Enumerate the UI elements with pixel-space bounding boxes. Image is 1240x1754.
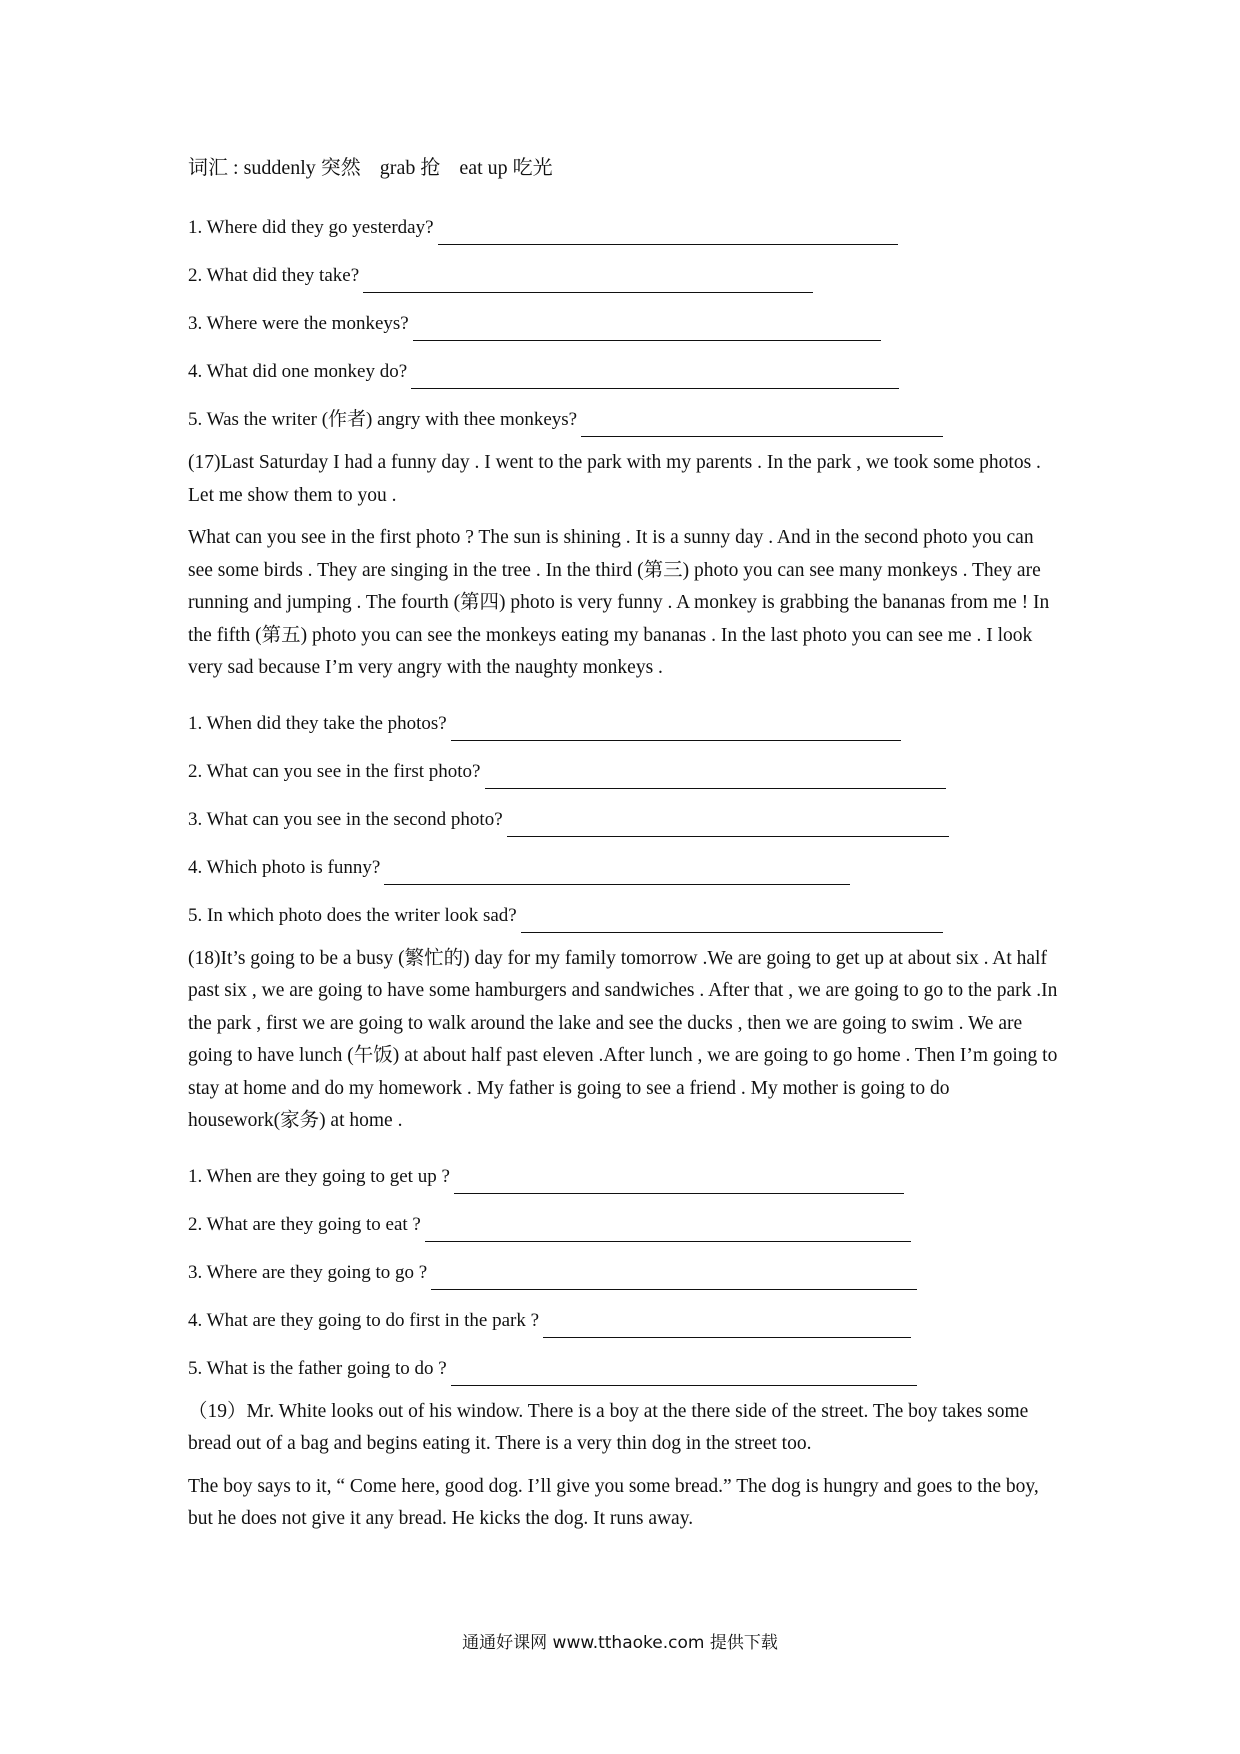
answer-line[interactable] — [543, 1307, 911, 1338]
question-text: 2. What are they going to eat ? — [188, 1213, 421, 1235]
download-footer: 通通好课网 www.tthaoke.com 提供下载 — [462, 1633, 778, 1653]
answer-line[interactable] — [384, 854, 850, 885]
vocab-item: suddenly 突然 — [243, 157, 361, 179]
question-text: 4. Which photo is funny? — [188, 856, 381, 878]
question-text: 4. What are they going to do first in the park ? — [188, 1309, 540, 1331]
vocab-item: grab 抢 — [379, 157, 441, 179]
question-row — [188, 389, 1058, 437]
answer-line-extension — [901, 410, 943, 437]
answer-line[interactable] — [411, 358, 899, 389]
question-row — [188, 885, 1058, 933]
answer-line[interactable] — [431, 1259, 917, 1290]
answer-line[interactable] — [454, 1163, 904, 1194]
answer-line[interactable] — [451, 1355, 917, 1386]
answer-line[interactable] — [363, 262, 813, 293]
question-row — [188, 741, 1058, 789]
worksheet-page — [188, 148, 1058, 1544]
question-text: 1. When are they going to get up ? — [188, 1165, 450, 1187]
question-text: 5. What is the father going to do ? — [188, 1357, 447, 1379]
question-row — [188, 693, 1058, 741]
passage-19-part2: The boy says to it, “ Come here, good dog. I’ll give you some bread.” The dog is hungry and goes to the boy, but he does not give it any bread. He kicks the dog. It runs away. — [188, 1475, 1039, 1529]
question-text: 3. What can you see in the second photo? — [188, 808, 503, 830]
question-row — [188, 1242, 1058, 1290]
passage-18: (18)It’s going to be a busy (繁忙的) day for my family tomorrow .We are going to get up at about six . At half past six , we are going to have some hamburgers and sandwiches . After that , we are going to go to the park .In the park , first we are going to walk around the lake and see the ducks , then we are going to swim . We are going to have lunch (午饭) at about half past eleven .After lunch , we are going to go home . Then I’m going to stay at home and do my homework . My father is going to see a friend . My mother is going to do housework(家务) at home . — [188, 947, 1058, 1131]
answer-line[interactable] — [581, 406, 901, 437]
question-text: 1. Where did they go yesterday? — [188, 217, 434, 238]
passage-17-body: What can you see in the first photo ? The sun is shining . It is a sunny day . And in the second photo you can see some birds . They are singing in the tree . In the third (第三) photo you can see many monkeys . They are running and jumping . The fourth (第四) photo is very funny . A monkey is grabbing the bananas from me ! In the fifth (第五) photo you can see the monkeys eating my bananas . In the last photo you can see me . I look very sad because I’m very angry with the naughty monkeys . — [188, 527, 1050, 678]
vocab-item: eat up 吃光 — [459, 157, 553, 179]
answer-line[interactable] — [485, 758, 891, 789]
question-row — [188, 1194, 1058, 1242]
question-row — [188, 789, 1058, 837]
question-text: 3. Where are they going to go ? — [188, 1261, 428, 1283]
question-text: 4. What did one monkey do? — [188, 361, 408, 382]
answer-line[interactable] — [507, 806, 897, 837]
vocabulary-line — [188, 148, 1058, 188]
answer-line[interactable] — [438, 214, 898, 245]
question-row — [188, 837, 1058, 885]
question-row — [188, 1338, 1058, 1386]
vocab-label: 词汇 : — [188, 157, 239, 179]
question-text: 2. What did they take? — [188, 265, 360, 286]
answer-line-extension — [897, 810, 949, 837]
question-row — [188, 197, 1058, 245]
answer-line-extension — [903, 906, 943, 933]
answer-line[interactable] — [425, 1211, 911, 1242]
answer-line-extension — [891, 762, 946, 789]
question-text: 5. Was the writer (作者) angry with thee monkeys? — [188, 409, 578, 430]
answer-line[interactable] — [521, 902, 903, 933]
question-row — [188, 341, 1058, 389]
question-text: 5. In which photo does the writer look sad? — [188, 904, 517, 926]
question-row — [188, 293, 1058, 341]
question-row — [188, 1146, 1058, 1194]
passage-17-intro: (17)Last Saturday I had a funny day . I went to the park with my parents . In the park , we took some photos . Let me show them to you . — [188, 452, 1041, 506]
question-row — [188, 1290, 1058, 1338]
question-text: 1. When did they take the photos? — [188, 712, 447, 734]
answer-line[interactable] — [451, 710, 901, 741]
question-row — [188, 245, 1058, 293]
question-text: 3. Where were the monkeys? — [188, 313, 409, 334]
passage-19-part1: （19）Mr. White looks out of his window. There is a boy at the there side of the street. The boy takes some bread out of a bag and begins eating it. There is a very thin dog in the street too. — [188, 1400, 1029, 1454]
answer-line[interactable] — [413, 310, 881, 341]
question-text: 2. What can you see in the first photo? — [188, 760, 481, 782]
